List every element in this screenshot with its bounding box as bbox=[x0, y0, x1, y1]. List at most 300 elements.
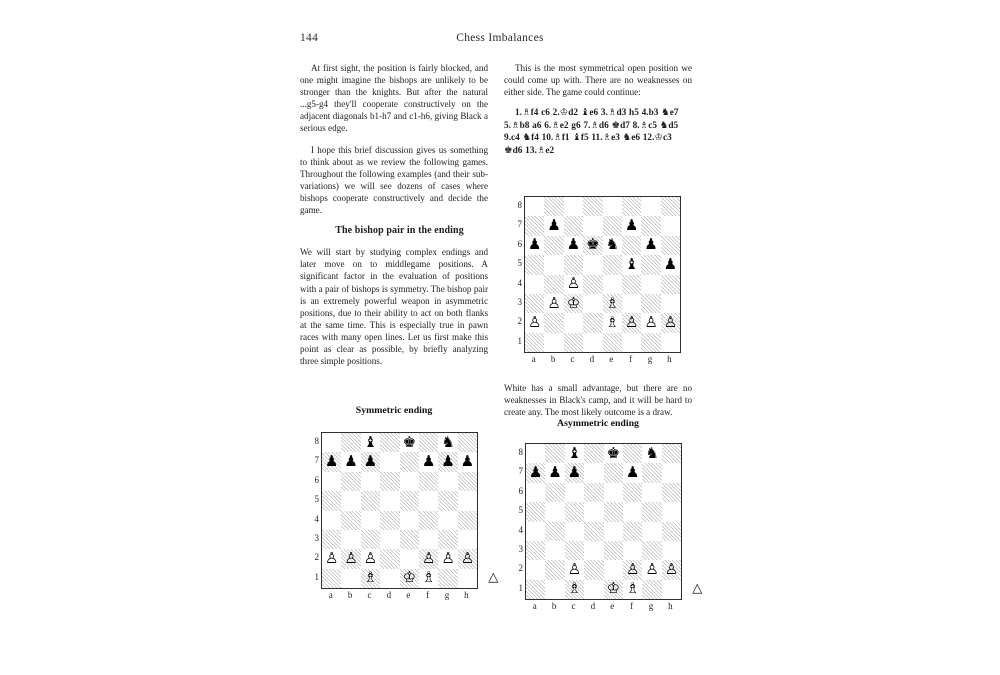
move-black-piece-icon: ♚ bbox=[504, 144, 513, 156]
square-d1[interactable] bbox=[380, 569, 399, 588]
square-e2[interactable] bbox=[604, 560, 623, 579]
square-f7[interactable] bbox=[622, 216, 641, 235]
square-c4[interactable] bbox=[565, 522, 584, 541]
rank-label-1: 1 bbox=[518, 582, 523, 593]
square-e1[interactable] bbox=[603, 333, 622, 352]
rank-label-2: 2 bbox=[314, 552, 319, 563]
rank-label-7: 7 bbox=[517, 219, 522, 230]
square-a2[interactable] bbox=[322, 549, 341, 568]
square-f3[interactable] bbox=[622, 294, 641, 313]
square-g4[interactable] bbox=[642, 522, 661, 541]
square-d6[interactable] bbox=[583, 236, 602, 255]
square-d4[interactable] bbox=[380, 511, 399, 530]
square-c7[interactable] bbox=[565, 463, 584, 482]
white-pawn-icon: ♙ bbox=[645, 560, 659, 579]
square-g1[interactable] bbox=[642, 580, 661, 599]
square-f1[interactable] bbox=[419, 569, 438, 588]
rank-label-1: 1 bbox=[314, 571, 319, 582]
square-g3[interactable] bbox=[641, 294, 660, 313]
square-c5[interactable] bbox=[565, 502, 584, 521]
file-label-c: c bbox=[367, 590, 372, 601]
square-e2[interactable] bbox=[603, 313, 622, 332]
square-b3[interactable] bbox=[545, 541, 564, 560]
square-a5[interactable] bbox=[525, 255, 544, 274]
square-c7[interactable] bbox=[361, 452, 380, 471]
square-a8[interactable] bbox=[322, 433, 341, 452]
square-h8[interactable] bbox=[458, 433, 477, 452]
square-g3[interactable] bbox=[438, 530, 457, 549]
caption-asymmetric-ending: Asymmetric ending bbox=[557, 418, 639, 429]
square-a2[interactable] bbox=[526, 560, 545, 579]
square-a2[interactable] bbox=[525, 313, 544, 332]
square-c6[interactable] bbox=[361, 472, 380, 491]
square-d7[interactable] bbox=[583, 216, 602, 235]
square-c1[interactable] bbox=[361, 569, 380, 588]
file-label-f: f bbox=[629, 354, 633, 365]
square-h1[interactable] bbox=[662, 580, 681, 599]
white-pawn-icon: ♙ bbox=[363, 549, 378, 568]
square-h1[interactable] bbox=[458, 569, 477, 588]
move-number: 7. bbox=[583, 120, 591, 131]
square-d2[interactable] bbox=[583, 313, 602, 332]
square-d5[interactable] bbox=[583, 255, 602, 274]
square-g1[interactable] bbox=[641, 333, 660, 352]
move-white-piece-icon: ♗ bbox=[553, 132, 562, 144]
white-pawn-icon: ♙ bbox=[664, 560, 679, 579]
square-e5[interactable] bbox=[400, 491, 419, 510]
square-d4[interactable] bbox=[583, 275, 602, 294]
square-c1[interactable] bbox=[564, 333, 583, 352]
square-c2[interactable] bbox=[565, 560, 584, 579]
file-label-d: d bbox=[590, 601, 596, 612]
square-e5[interactable] bbox=[603, 255, 622, 274]
move-number: 12. bbox=[642, 133, 655, 144]
square-h5[interactable] bbox=[661, 255, 680, 274]
white-pawn-icon: ♙ bbox=[624, 313, 639, 332]
file-label-g: g bbox=[648, 601, 654, 612]
square-f3[interactable] bbox=[419, 530, 438, 549]
rank-label-8: 8 bbox=[314, 436, 319, 446]
square-f8[interactable] bbox=[622, 197, 641, 216]
square-f8[interactable] bbox=[623, 444, 642, 463]
move-black: d7 bbox=[620, 120, 630, 131]
move-black: f4 bbox=[531, 133, 539, 144]
move-white: e3 bbox=[611, 133, 620, 144]
square-h6[interactable] bbox=[458, 472, 477, 491]
white-to-move-triangle-icon: △ bbox=[692, 581, 703, 597]
square-d1[interactable] bbox=[583, 333, 602, 352]
square-f8[interactable] bbox=[419, 433, 438, 452]
move-black-piece-icon: ♚ bbox=[611, 119, 621, 131]
square-b6[interactable] bbox=[545, 483, 564, 502]
square-a1[interactable] bbox=[322, 569, 341, 588]
file-label-e: e bbox=[406, 590, 411, 601]
move-white: b3 bbox=[648, 108, 659, 119]
square-a6[interactable] bbox=[525, 236, 544, 255]
square-d5[interactable] bbox=[380, 491, 399, 510]
move-black: d5 bbox=[668, 120, 679, 131]
square-a6[interactable] bbox=[526, 483, 545, 502]
square-a1[interactable] bbox=[526, 580, 545, 599]
square-f6[interactable] bbox=[623, 483, 642, 502]
square-h1[interactable] bbox=[661, 333, 680, 352]
move-pair bbox=[642, 108, 679, 118]
square-b5[interactable] bbox=[341, 491, 360, 510]
square-f7[interactable] bbox=[623, 463, 642, 482]
square-a3[interactable] bbox=[525, 294, 544, 313]
square-h3[interactable] bbox=[662, 541, 681, 560]
move-black: g6 bbox=[571, 120, 581, 131]
square-d3[interactable] bbox=[583, 294, 602, 313]
square-a7[interactable] bbox=[526, 463, 545, 482]
square-b7[interactable] bbox=[544, 216, 563, 235]
move-pair bbox=[553, 108, 599, 118]
square-a4[interactable] bbox=[525, 275, 544, 294]
black-knight-icon: ♞ bbox=[605, 235, 620, 254]
rank-labels bbox=[308, 432, 319, 587]
file-label-g: g bbox=[444, 590, 450, 601]
square-a1[interactable] bbox=[525, 333, 544, 352]
white-pawn-icon: ♙ bbox=[421, 549, 436, 568]
white-king-icon: ♔ bbox=[402, 568, 417, 587]
move-pair bbox=[515, 108, 550, 118]
move-number: 6. bbox=[544, 120, 552, 131]
left-paragraph-3: We will start by studying complex endings and later move on to middlegame positions. A significant factor in the evaluation of positions with a pair of bishops is symmetry. The bishop pair is an extremely powerful weapon in asymmetric positions, due to their ability to act on both flanks at the same time. This is especially true in pawn races with many open lines. Let us first make this point as clear as possible, by briefly analyzing three simple positions. bbox=[300, 247, 488, 367]
square-h4[interactable] bbox=[662, 522, 681, 541]
rank-labels bbox=[512, 443, 523, 598]
black-pawn-icon: ♟ bbox=[548, 463, 562, 482]
square-e4[interactable] bbox=[400, 511, 419, 530]
square-h7[interactable] bbox=[662, 463, 681, 482]
square-g8[interactable] bbox=[641, 197, 660, 216]
square-c3[interactable] bbox=[564, 294, 583, 313]
rank-label-6: 6 bbox=[314, 474, 319, 485]
square-c6[interactable] bbox=[565, 483, 584, 502]
square-a3[interactable] bbox=[322, 530, 341, 549]
move-number: 11. bbox=[591, 133, 603, 144]
square-a7[interactable] bbox=[322, 452, 341, 471]
move-black: d6 bbox=[512, 145, 523, 156]
move-black: a6 bbox=[532, 120, 542, 131]
square-c6[interactable] bbox=[564, 236, 583, 255]
square-b1[interactable] bbox=[341, 569, 360, 588]
square-e3[interactable] bbox=[604, 541, 623, 560]
square-h2[interactable] bbox=[662, 560, 681, 579]
square-c3[interactable] bbox=[565, 541, 584, 560]
square-e8[interactable] bbox=[604, 444, 623, 463]
board-symmetrical-open-position bbox=[524, 196, 681, 353]
black-pawn-icon: ♟ bbox=[567, 463, 582, 482]
square-c2[interactable] bbox=[564, 313, 583, 332]
square-h4[interactable] bbox=[661, 275, 680, 294]
square-g3[interactable] bbox=[642, 541, 661, 560]
white-to-move-triangle-icon: △ bbox=[488, 570, 499, 586]
square-a6[interactable] bbox=[322, 472, 341, 491]
square-g4[interactable] bbox=[641, 275, 660, 294]
square-g2[interactable] bbox=[642, 560, 661, 579]
rank-label-2: 2 bbox=[517, 316, 522, 327]
square-e3[interactable] bbox=[603, 294, 622, 313]
square-e6[interactable] bbox=[400, 472, 419, 491]
square-a4[interactable] bbox=[322, 511, 341, 530]
square-e6[interactable] bbox=[603, 236, 622, 255]
square-b4[interactable] bbox=[545, 522, 564, 541]
square-d3[interactable] bbox=[584, 541, 603, 560]
square-h6[interactable] bbox=[662, 483, 681, 502]
chess-diagram-symmetric-ending bbox=[314, 432, 499, 601]
square-f4[interactable] bbox=[622, 275, 641, 294]
black-pawn-icon: ♟ bbox=[528, 463, 543, 482]
square-e7[interactable] bbox=[603, 216, 622, 235]
rank-label-7: 7 bbox=[314, 455, 319, 466]
square-b5[interactable] bbox=[544, 255, 563, 274]
square-g7[interactable] bbox=[438, 452, 457, 471]
square-b4[interactable] bbox=[544, 275, 563, 294]
square-h3[interactable] bbox=[661, 294, 680, 313]
square-g6[interactable] bbox=[641, 236, 660, 255]
white-pawn-icon: ♙ bbox=[527, 313, 542, 332]
square-a7[interactable] bbox=[525, 216, 544, 235]
move-white: b8 bbox=[519, 120, 530, 131]
square-c5[interactable] bbox=[564, 255, 583, 274]
square-d1[interactable] bbox=[584, 580, 603, 599]
board-symmetric-ending bbox=[321, 432, 478, 589]
square-c2[interactable] bbox=[361, 549, 380, 568]
move-number: 13. bbox=[525, 145, 537, 156]
square-b7[interactable] bbox=[341, 452, 360, 471]
move-pair bbox=[601, 108, 639, 118]
square-h2[interactable] bbox=[458, 549, 477, 568]
file-label-h: h bbox=[668, 601, 673, 612]
square-f5[interactable] bbox=[622, 255, 641, 274]
square-d2[interactable] bbox=[584, 560, 603, 579]
square-e4[interactable] bbox=[603, 275, 622, 294]
square-e7[interactable] bbox=[400, 452, 419, 471]
square-b6[interactable] bbox=[341, 472, 360, 491]
square-a4[interactable] bbox=[526, 522, 545, 541]
white-pawn-icon: ♙ bbox=[567, 560, 582, 579]
square-f5[interactable] bbox=[623, 502, 642, 521]
square-g5[interactable] bbox=[642, 502, 661, 521]
square-g8[interactable] bbox=[438, 433, 457, 452]
running-head bbox=[300, 32, 700, 48]
move-number: 5. bbox=[504, 120, 511, 131]
square-f6[interactable] bbox=[419, 472, 438, 491]
square-d6[interactable] bbox=[584, 483, 603, 502]
file-label-b: b bbox=[550, 354, 556, 365]
white-bishop-icon: ♗ bbox=[625, 579, 640, 598]
square-c8[interactable] bbox=[565, 444, 584, 463]
square-e4[interactable] bbox=[604, 522, 623, 541]
square-c8[interactable] bbox=[361, 433, 380, 452]
square-f7[interactable] bbox=[419, 452, 438, 471]
square-f2[interactable] bbox=[623, 560, 642, 579]
move-black: c6 bbox=[541, 108, 550, 119]
square-f1[interactable] bbox=[623, 580, 642, 599]
square-h7[interactable] bbox=[458, 452, 477, 471]
square-b3[interactable] bbox=[341, 530, 360, 549]
white-pawn-icon: ♙ bbox=[344, 549, 358, 568]
square-g4[interactable] bbox=[438, 511, 457, 530]
move-black-piece-icon: ♝ bbox=[572, 132, 581, 144]
square-h7[interactable] bbox=[661, 216, 680, 235]
square-f1[interactable] bbox=[622, 333, 641, 352]
square-e5[interactable] bbox=[604, 502, 623, 521]
square-b8[interactable] bbox=[545, 444, 564, 463]
square-f3[interactable] bbox=[623, 541, 642, 560]
square-d8[interactable] bbox=[583, 197, 602, 216]
square-b4[interactable] bbox=[341, 511, 360, 530]
left-paragraph-1: At first sight, the position is fairly blocked, and one might imagine the bishops are unlikely to be stronger than the knights. But after the natural ...g5-g4 they'll cooperate constructively on the adjacent diagonals b1-h7 and c1-h6, giving Black a serious edge. bbox=[300, 63, 488, 134]
file-label-a: a bbox=[532, 601, 537, 612]
square-b7[interactable] bbox=[545, 463, 564, 482]
rank-label-3: 3 bbox=[518, 543, 523, 554]
move-pair bbox=[591, 133, 640, 143]
square-d8[interactable] bbox=[380, 433, 399, 452]
square-f2[interactable] bbox=[419, 549, 438, 568]
rank-label-6: 6 bbox=[517, 238, 522, 249]
square-b1[interactable] bbox=[545, 580, 564, 599]
white-king-icon: ♔ bbox=[606, 579, 621, 598]
square-g6[interactable] bbox=[642, 483, 661, 502]
rank-label-5: 5 bbox=[314, 494, 319, 505]
file-label-h: h bbox=[667, 354, 672, 365]
rank-label-5: 5 bbox=[518, 505, 523, 516]
white-bishop-icon: ♗ bbox=[605, 313, 620, 332]
square-c5[interactable] bbox=[361, 491, 380, 510]
move-white: c5 bbox=[648, 120, 658, 131]
square-g7[interactable] bbox=[642, 463, 661, 482]
rank-label-8: 8 bbox=[517, 200, 522, 210]
square-a8[interactable] bbox=[526, 444, 545, 463]
rank-label-8: 8 bbox=[518, 447, 523, 457]
file-label-g: g bbox=[647, 354, 653, 365]
square-g5[interactable] bbox=[641, 255, 660, 274]
white-pawn-icon: ♙ bbox=[663, 313, 678, 332]
square-c8[interactable] bbox=[564, 197, 583, 216]
black-pawn-icon: ♟ bbox=[566, 235, 581, 254]
file-label-b: b bbox=[551, 601, 557, 612]
square-f5[interactable] bbox=[419, 491, 438, 510]
move-white-piece-icon: ♗ bbox=[602, 132, 612, 144]
square-b8[interactable] bbox=[341, 433, 360, 452]
white-bishop-icon: ♗ bbox=[605, 293, 620, 312]
square-e3[interactable] bbox=[400, 530, 419, 549]
square-a5[interactable] bbox=[526, 502, 545, 521]
square-b2[interactable] bbox=[545, 560, 564, 579]
square-h5[interactable] bbox=[458, 491, 477, 510]
square-d5[interactable] bbox=[584, 502, 603, 521]
square-d6[interactable] bbox=[380, 472, 399, 491]
square-f6[interactable] bbox=[622, 236, 641, 255]
square-b2[interactable] bbox=[544, 313, 563, 332]
square-g1[interactable] bbox=[438, 569, 457, 588]
square-e8[interactable] bbox=[603, 197, 622, 216]
black-knight-icon: ♞ bbox=[441, 433, 455, 451]
black-pawn-icon: ♟ bbox=[527, 235, 542, 254]
white-pawn-icon: ♙ bbox=[625, 560, 640, 579]
square-g8[interactable] bbox=[642, 444, 661, 463]
white-pawn-icon: ♙ bbox=[460, 549, 475, 568]
square-e1[interactable] bbox=[400, 569, 419, 588]
square-h5[interactable] bbox=[662, 502, 681, 521]
square-g6[interactable] bbox=[438, 472, 457, 491]
white-bishop-icon: ♗ bbox=[567, 579, 582, 598]
square-b6[interactable] bbox=[544, 236, 563, 255]
square-f4[interactable] bbox=[419, 511, 438, 530]
black-pawn-icon: ♟ bbox=[624, 216, 639, 235]
black-pawn-icon: ♟ bbox=[421, 452, 436, 471]
square-g7[interactable] bbox=[641, 216, 660, 235]
square-h2[interactable] bbox=[661, 313, 680, 332]
move-black: e6 bbox=[631, 133, 641, 144]
square-c4[interactable] bbox=[361, 511, 380, 530]
square-b8[interactable] bbox=[544, 197, 563, 216]
square-b5[interactable] bbox=[545, 502, 564, 521]
move-number: 3. bbox=[600, 108, 608, 119]
square-h8[interactable] bbox=[662, 444, 681, 463]
square-d3[interactable] bbox=[380, 530, 399, 549]
square-e1[interactable] bbox=[604, 580, 623, 599]
square-b1[interactable] bbox=[544, 333, 563, 352]
move-white: d3 bbox=[616, 108, 627, 119]
square-c4[interactable] bbox=[564, 275, 583, 294]
white-pawn-icon: ♙ bbox=[441, 549, 455, 568]
square-c7[interactable] bbox=[564, 216, 583, 235]
square-h8[interactable] bbox=[661, 197, 680, 216]
square-h3[interactable] bbox=[458, 530, 477, 549]
white-bishop-icon: ♗ bbox=[363, 568, 378, 587]
square-h4[interactable] bbox=[458, 511, 477, 530]
square-c3[interactable] bbox=[361, 530, 380, 549]
file-label-d: d bbox=[386, 590, 392, 601]
square-d8[interactable] bbox=[584, 444, 603, 463]
square-e6[interactable] bbox=[604, 483, 623, 502]
move-white: f4 bbox=[530, 108, 539, 119]
file-label-b: b bbox=[347, 590, 353, 601]
square-d7[interactable] bbox=[584, 463, 603, 482]
square-d2[interactable] bbox=[380, 549, 399, 568]
file-label-f: f bbox=[630, 601, 634, 612]
square-c1[interactable] bbox=[565, 580, 584, 599]
square-a5[interactable] bbox=[322, 491, 341, 510]
square-b3[interactable] bbox=[544, 294, 563, 313]
square-b2[interactable] bbox=[341, 549, 360, 568]
square-d7[interactable] bbox=[380, 452, 399, 471]
square-g5[interactable] bbox=[438, 491, 457, 510]
square-f2[interactable] bbox=[622, 313, 641, 332]
square-f4[interactable] bbox=[623, 522, 642, 541]
white-pawn-icon: ♙ bbox=[324, 549, 339, 568]
left-paragraph-2: I hope this brief discussion gives us something to think about as we review the following games. Throughout the following examples (and their sub-variations) we will see dozens of cases where bishops cooperate constructively and decide the game. bbox=[300, 144, 488, 216]
move-white: e2 bbox=[545, 145, 555, 156]
move-white-piece-icon: ♗ bbox=[639, 119, 649, 131]
square-e7[interactable] bbox=[604, 463, 623, 482]
square-g2[interactable] bbox=[438, 549, 457, 568]
white-king-icon: ♔ bbox=[566, 293, 581, 312]
square-a8[interactable] bbox=[525, 197, 544, 216]
square-a3[interactable] bbox=[526, 541, 545, 560]
square-h6[interactable] bbox=[661, 236, 680, 255]
square-e2[interactable] bbox=[400, 549, 419, 568]
square-e8[interactable] bbox=[400, 433, 419, 452]
square-d4[interactable] bbox=[584, 522, 603, 541]
black-pawn-icon: ♟ bbox=[625, 463, 640, 482]
square-g2[interactable] bbox=[641, 313, 660, 332]
file-labels bbox=[525, 601, 680, 611]
rank-labels bbox=[511, 196, 522, 351]
rank-label-4: 4 bbox=[517, 277, 522, 288]
